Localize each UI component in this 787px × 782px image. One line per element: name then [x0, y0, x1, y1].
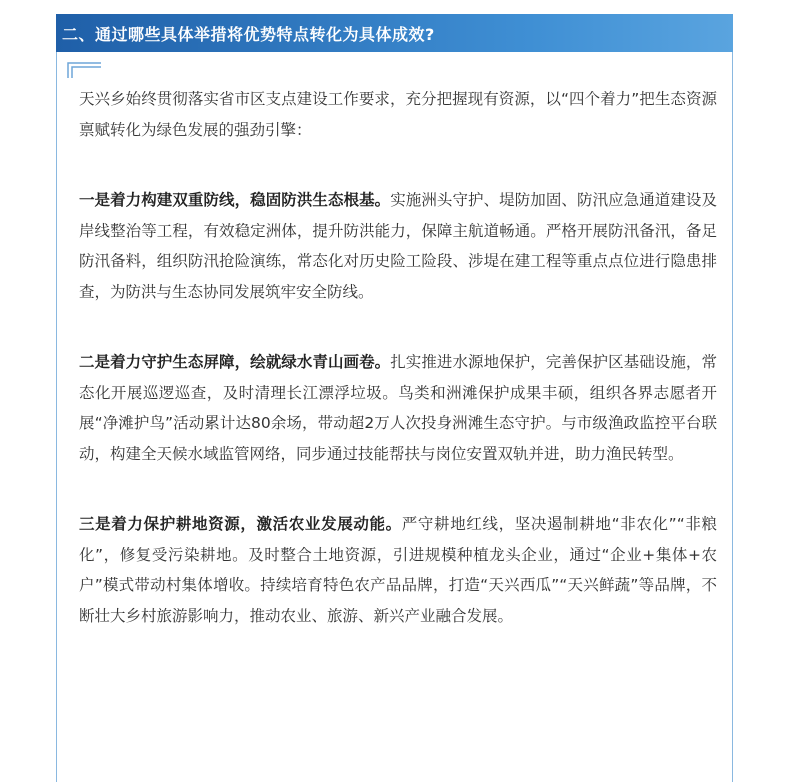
measure-lead-1: 一是着力构建双重防线，稳固防洪生态根基。 [79, 191, 391, 209]
corner-bracket-icon [67, 62, 101, 78]
measure-body-3: 严守耕地红线，坚决遏制耕地“非农化”“非粮化”，修复受污染耕地。及时整合土地资源，引进规模种植龙头企业，通过“企业+集体+农户”模式带动村集体增收。持续培育特色农产品品牌，打造“天兴西瓜”“天兴鲜蔬”等品牌，不断壮大乡村旅游影响力，推动农业、旅游、新兴产业融合发展。 [79, 515, 717, 625]
intro-paragraph: 天兴乡始终贯彻落实省市区支点建设工作要求，充分把握现有资源，以“四个着力”把生态资源禀赋转化为绿色发展的强劲引擎： [79, 90, 717, 139]
measure-body-2: 扎实推进水源地保护，完善保护区基础设施，常态化开展巡逻巡查，及时清理长江漂浮垃圾。鸟类和洲滩保护成果丰硕，组织各界志愿者开展“净滩护鸟”活动累计达80余场，带动超2万人次投身洲滩生态守护。与市级渔政监控平台联动，构建全天候水域监管网络，同步通过技能帮扶与岗位安置双轨并进，助力渔民转型。 [79, 353, 717, 463]
measure-paragraph-2 [79, 347, 717, 469]
article-body [79, 84, 717, 671]
section-title: 二、通过哪些具体举措将优势特点转化为具体成效? [62, 24, 435, 44]
measure-body-1: 实施洲头守护、堤防加固、防汛应急通道建设及岸线整治等工程，有效稳定洲体，提升防洪能力，保障主航道畅通。严格开展防汛备汛，备足防汛备料，组织防汛抢险演练，常态化对历史险工险段、涉堤在建工程等重点点位进行隐患排查，为防洪与生态协同发展筑牢安全防线。 [79, 191, 717, 301]
measure-lead-2: 二是着力守护生态屏障，绘就绿水青山画卷。 [79, 353, 391, 371]
measure-lead-3: 三是着力保护耕地资源，激活农业发展动能。 [79, 515, 402, 533]
measure-paragraph-1 [79, 185, 717, 307]
section-header [56, 14, 733, 52]
measure-paragraph-3 [79, 509, 717, 631]
